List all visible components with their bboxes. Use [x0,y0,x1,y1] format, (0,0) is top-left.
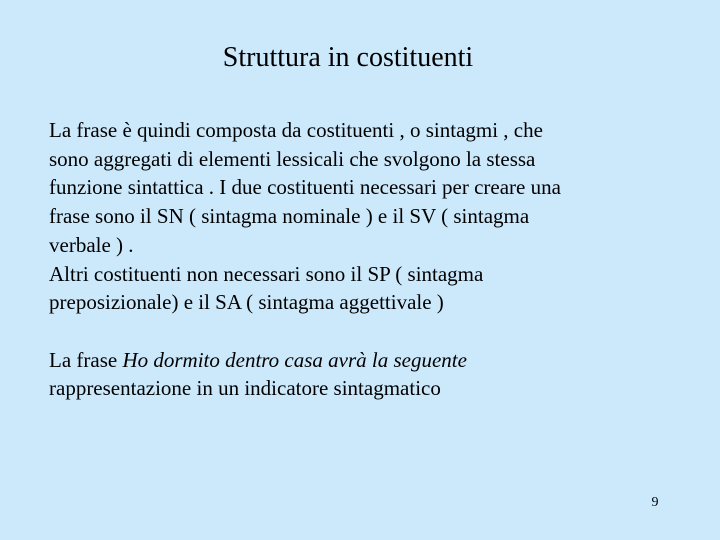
paragraph-gap [49,317,689,346]
example-prefix: La frase [49,347,123,372]
body-line: La frase è quindi composta da costituenti , o sintagmi , che [49,118,543,142]
body-line: sono aggregati di elementi lessicali che svolgono la stessa [49,146,536,171]
example-line-2: rappresentazione in un indicatore sintagmatico [49,376,441,401]
body-line: frase sono il SN ( sintagma nominale ) e il SV ( sintagma [49,204,530,229]
example-sentence: Ho dormito dentro casa avrà la seguente [122,347,467,372]
slide-body [49,116,689,403]
page-number: 9 [651,495,659,510]
body-line: preposizionale) e il SA ( sintagma aggettivale ) [49,290,444,315]
example-line [49,346,689,375]
body-line: verbale ) . [49,232,134,257]
slide-title: Struttura in costituenti [222,42,474,73]
body-line: funzione sintattica . I due costituenti necessari per creare una [49,175,561,200]
body-line: Altri costituenti non necessari sono il SP ( sintagma [49,261,484,286]
